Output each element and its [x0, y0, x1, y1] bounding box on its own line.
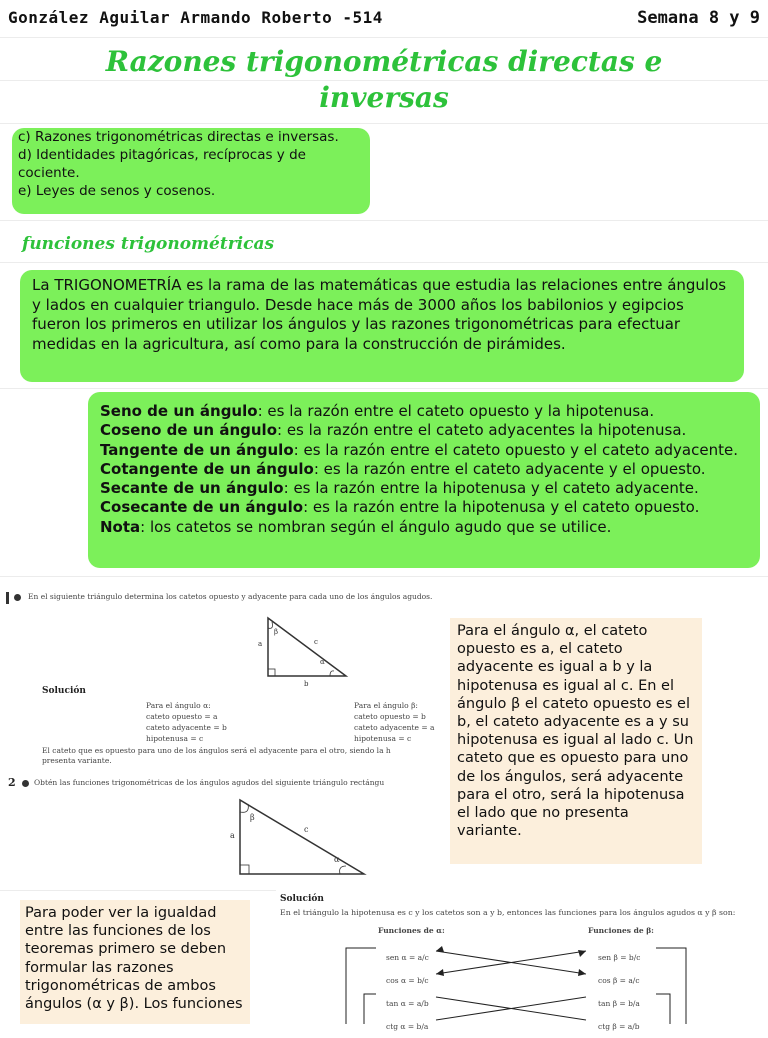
triangle-diagram-1 — [258, 614, 358, 686]
triangle-diagram-2 — [228, 796, 368, 882]
definition-item: Cosecante de un ángulo: es la razón entre la hipotenusa y el cateto opuesto. — [100, 498, 700, 517]
intro-text: La TRIGONOMETRÍA es la rama de las matemáticas que estudia las relaciones entre ángulos y lados en cualquier triangulo. Desde hace más de 3000 años los babilonios y egipcios fueron los primeros en utilizar los ángulos y las razones trigonométricas para efectuar medidas en la agricultura, así como para la construcción de pirámides. — [32, 276, 727, 353]
functions-beta-heading: Funciones de β: — [588, 926, 654, 935]
bullet-icon — [14, 594, 21, 601]
topic-item: c) Razones trigonométricas directas e inversas. — [18, 129, 339, 145]
functions-alpha-heading: Funciones de α: — [378, 926, 445, 935]
intro-box — [20, 270, 744, 382]
topics-box — [12, 128, 370, 214]
exercise-1-prompt: En el siguiente triángulo determina los catetos opuesto y adyacente para cada uno de los ángulos agudos. — [28, 592, 433, 601]
explanation-note-left — [20, 900, 250, 1024]
section-heading: funciones trigonométricas — [22, 234, 275, 254]
solution-column-beta: Para el ángulo β: cateto opuesto = b cateto adyacente = a hipotenusa = c — [354, 701, 435, 743]
week-label: Semana 8 y 9 — [637, 8, 760, 28]
definition-item: Coseno de un ángulo: es la razón entre el cateto adyacentes la hipotenusa. — [100, 421, 687, 440]
functions-alpha-list: sen α = a/c cos α = b/c tan α = a/b ctg α = b/a — [386, 953, 429, 1031]
exercise-2-number: 2 — [8, 776, 16, 789]
definitions-box — [88, 392, 760, 568]
solution-heading: Solución — [42, 686, 86, 696]
exercise-1-note: El cateto que es opuesto para uno de los ángulos será el adyacente para el otro, siendo la h — [42, 746, 391, 755]
bullet-icon — [22, 780, 29, 787]
side-c-label: c — [304, 825, 309, 834]
definition-item: Secante de un ángulo: es la razón entre la hipotenusa y el cateto adyacente. — [100, 479, 699, 498]
textbook-excerpt-1 — [0, 586, 452, 886]
alpha-label: α — [320, 658, 325, 666]
solution-2-text: En el triángulo la hipotenusa es c y los catetos son a y b, entonces las funciones para los ángulos agudos α y β son: — [280, 908, 736, 917]
side-a-label: a — [230, 831, 235, 840]
exercise-marker — [6, 592, 9, 604]
explanation-note-text: Para el ángulo α, el cateto opuesto es a, el cateto adyacente es igual a b y la hipotenusa es igual al c. En el ángulo β el cateto opuesto es el b, el cateto adyacente es a y su hipotenusa es igual al lado c. Un cateto que es opuesto para uno de los ángulos, será adyacente para el otro, será la hipotenusa el lado que no presenta variante. — [457, 623, 694, 840]
definition-item: Nota: los catetos se nombran según el ángulo agudo que se utilice. — [100, 517, 612, 536]
definition-item: Seno de un ángulo: es la razón entre el cateto opuesto y la hipotenusa. — [100, 402, 655, 420]
solution-heading-2: Solución — [280, 894, 324, 904]
topic-item: d) Identidades pitagóricas, recíprocas y de cociente. — [18, 147, 306, 181]
topic-item: e) Leyes de senos y cosenos. — [18, 183, 216, 199]
definition-item: Cotangente de un ángulo: es la razón entre el cateto adyacente y el opuesto. — [100, 459, 706, 478]
exercise-1-note-cont: presenta variante. — [42, 756, 112, 765]
side-c-label: c — [314, 638, 318, 646]
side-b-label: b — [304, 680, 309, 686]
textbook-excerpt-2 — [276, 888, 768, 1031]
definition-item: Tangente de un ángulo: es la razón entre el cateto opuesto y el cateto adyacente. — [100, 440, 738, 459]
beta-label: β — [250, 813, 255, 822]
exercise-2-prompt: Obtén las funciones trigonométricas de los ángulos agudos del siguiente triángulo rectángu — [34, 778, 385, 787]
explanation-note-text: Para poder ver la igualdad entre las funciones de los teoremas primero se deben formular las razones trigonométricas de ambos ángulos (α y β). Los funciones — [25, 905, 243, 1013]
beta-label: β — [274, 628, 279, 636]
solution-column-alpha: Para el ángulo α: cateto opuesto = a cateto adyacente = b hipotenusa = c — [146, 701, 227, 743]
alpha-label: α — [334, 855, 340, 864]
side-a-label: a — [258, 640, 263, 648]
page-title: Razones trigonométricas directas e inversas — [105, 45, 663, 114]
explanation-note-right — [450, 618, 702, 864]
functions-beta-list: sen β = b/c cos β = a/c tan β = b/a ctg β = a/b — [598, 953, 641, 1031]
author-name: González Aguilar Armando Roberto -514 — [8, 8, 383, 27]
